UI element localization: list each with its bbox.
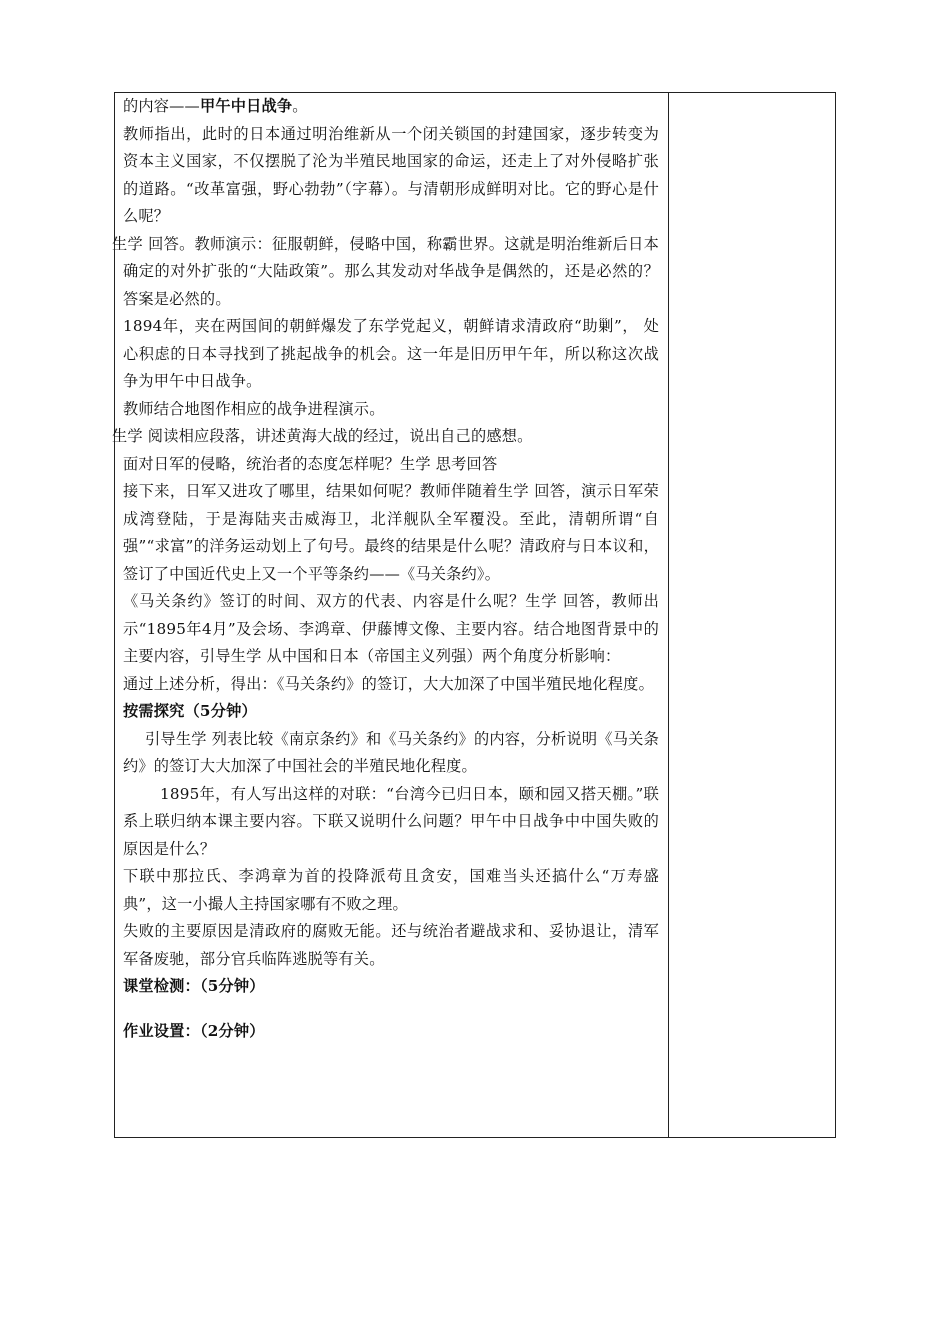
paragraph-japan-ambition: 教师指出，此时的日本通过明治维新从一个闭关锁国的封建国家，逐步转变为资本主义国家，不仅摆脱了沦为半殖民地国家的命运，还走上了对外侵略扩张的道路。“改革富强，野心勃勃”（字幕）。与清朝形成鲜明对比。它的野心是什么呢？ bbox=[123, 124, 659, 225]
lesson-plan-table bbox=[114, 92, 836, 1138]
heading-homework: 作业设置：（2分钟） bbox=[123, 1021, 265, 1040]
paragraph-continental-policy: 生学 回答。教师演示：征服朝鲜，侵略中国，称霸世界。这就是明治维新后日本确定的对外扩张的“大陆政策”。那么其发动对华战争是偶然的，还是必然的？答案是必然的。 bbox=[112, 234, 659, 308]
column-divider bbox=[668, 93, 669, 1137]
paragraph-yellow-sea: 生学 阅读相应段落，讲述黄海大战的经过，说出自己的感想。 bbox=[112, 427, 533, 445]
paragraph-map-demo: 教师结合地图作相应的战争进程演示。 bbox=[123, 399, 385, 418]
paragraph-treaty-details: 《马关条约》签订的时间、双方的代表、内容是什么呢？生学 回答，教师出示“1895年4月”及会场、李鸿章、伊藤博文像、主要内容。结合地图背景中的主要内容，引导生学 从中国和日本（帝国主义列强）两个角度分析影响： bbox=[123, 592, 659, 665]
paragraph-compare-treaties: 引导生学 列表比较《南京条约》和《马关条约》的内容，分析说明《马关条约》的签订大大加深了中国社会的半殖民地化程度。 bbox=[123, 729, 659, 775]
paragraph-couplet-meaning: 下联中那拉氏、李鸿章为首的投降派苟且贪安，国难当头还搞什么“万寿盛典”，这一小撮人主持国家哪有不败之理。 bbox=[123, 867, 659, 913]
paragraph-couplet: 1895年，有人写出这样的对联：“台湾今已归日本，颐和园又搭天棚。”联系上联归纳本课主要内容。下联又说明什么问题？甲午中日战争中中国失败的原因是什么？ bbox=[123, 784, 659, 858]
intro-line: 的内容——甲午中日战争。 bbox=[123, 97, 308, 115]
paragraph-1894: 1894年，夹在两国间的朝鲜爆发了东学党起义，朝鲜请求清政府“助剿”， 处心积虑的日本寻找到了挑起战争的机会。这一年是旧历甲午年，所以称这次战争为甲午中日战争。 bbox=[123, 317, 659, 390]
war-name: 甲午中日战争 bbox=[199, 97, 293, 115]
paragraph-rulers-attitude: 面对日军的侵略，统治者的态度怎样呢？生学 思考回答 bbox=[123, 454, 498, 473]
paragraph-failure-reason: 失败的主要原因是清政府的腐败无能。还与统治者避战求和、妥协退让，清军军备废驰，部分官兵临阵逃脱等有关。 bbox=[123, 922, 659, 968]
paragraph-fleet-defeat: 接下来，日军又进攻了哪里，结果如何呢？教师伴随着生学 回答，演示日军荣成湾登陆，于是海陆夹击威海卫，北洋舰队全军覆没。至此，清朝所谓“自强”“求富”的洋务运动划上了句号。最终的结果是什么呢？清政府与日本议和，签订了中国近代史上又一个平等条约——《马关条约》。 bbox=[123, 482, 659, 583]
heading-class-test: 课堂检测：（5分钟） bbox=[123, 977, 265, 995]
teaching-process-column bbox=[112, 93, 659, 1045]
paragraph-conclusion: 通过上述分析，得出：《马关条约》的签订，大大加深了中国半殖民地化程度。 bbox=[123, 674, 654, 693]
heading-inquiry: 按需探究（5分钟） bbox=[123, 702, 257, 720]
